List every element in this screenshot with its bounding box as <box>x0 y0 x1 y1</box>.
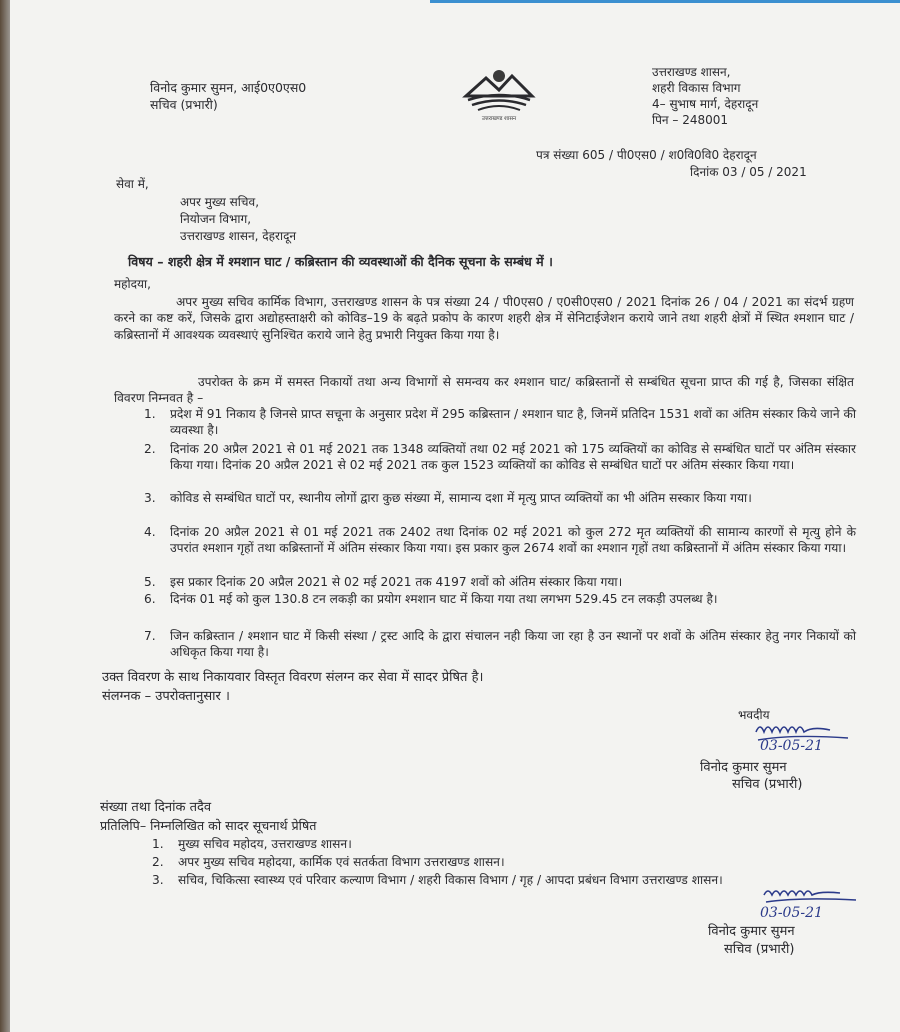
copy-item-3 <box>152 872 852 906</box>
letter-date: दिनांक 03 / 05 / 2021 <box>690 165 807 179</box>
office-line2: शहरी विकास विभाग <box>652 81 741 95</box>
addressee-line1: अपर मुख्य सचिव, <box>180 195 260 209</box>
point-number: 2. <box>144 442 156 456</box>
sender-name: विनोद कुमार सुमन, आई0ए0एस0 <box>150 80 307 95</box>
point-5 <box>144 574 856 592</box>
point-number: 4. <box>144 525 156 539</box>
copy-item-1 <box>152 836 852 854</box>
point-2 <box>144 441 856 491</box>
copy-item-number: 1. <box>152 837 164 851</box>
point-text: प्रदेश में 91 निकाय है जिनसे प्राप्त सचूना के अनुसार प्रदेश में 295 कब्रिस्तान / श्मशान घाट है, जिनमें प्रतिदिन 1531 शवों का अंतिम संस्कार किये जाने की व्यवस्था है। <box>170 407 856 438</box>
point-7 <box>144 628 856 662</box>
point-number: 1. <box>144 407 156 421</box>
signature-1-date: 03-05-21 <box>760 738 823 754</box>
letter-number: पत्र संख्या 605 / पी0एस0 / श0वि0वि0 देहरादून <box>536 148 757 162</box>
copy-heading: संख्या तथा दिनांक तदैव <box>100 800 212 815</box>
paragraph-2: उपरोक्त के क्रम में समस्त निकायों तथा अन्य विभागों से समन्वय कर श्मशान घाट/ कब्रिस्तानों से सम्बंधित सूचना प्राप्त की गई है, जिसका संक्षित विवरण निम्नवत है – <box>114 375 854 406</box>
office-line3: 4– सुभाष मार्ग, देहरादून <box>652 97 759 111</box>
closing-paragraph: उक्त विवरण के साथ निकायवार विस्तृत विवरण संलग्न कर सेवा में सादर प्रेषित है। <box>102 670 484 685</box>
copy-item-text: मुख्य सचिव महोदय, उत्तराखण्ड शासन। <box>178 837 352 851</box>
government-emblem-logo <box>458 64 540 122</box>
point-1 <box>144 406 856 440</box>
signatory-2-designation: सचिव (प्रभारी) <box>724 942 795 957</box>
valediction: भवदीय <box>738 708 770 722</box>
signatory-2-name: विनोद कुमार सुमन <box>708 924 795 939</box>
copy-item-text: अपर मुख्य सचिव महोदया, कार्मिक एवं सतर्कता विभाग उत्तराखण्ड शासन। <box>178 855 505 869</box>
point-number: 3. <box>144 491 156 505</box>
point-text: इस प्रकार दिनांक 20 अप्रैल 2021 से 02 मई 2021 तक 4197 शवों को अंतिम संस्कार किया गया। <box>170 575 623 589</box>
enclosure-line: संलग्नक – उपरोक्तानुसार । <box>102 689 230 704</box>
point-text: दिनांक 20 अप्रैल 2021 से 01 मई 2021 तक 1348 व्यक्तियों तथा 02 मई 2021 को 175 व्यक्तियों का कोविड से सम्बंधित घाटों पर अंतिम संस्कार किया गया। दिनांक 20 अप्रैल 2021 से 02 मई 2021 तक कुल 1523 व्यक्तियों का कोविड से सम्बंधित घाटों पर अंतिम संस्कार किया गया। <box>170 442 856 473</box>
signatory-name: विनोद कुमार सुमन <box>700 760 787 775</box>
addressee-line2: नियोजन विभाग, <box>180 212 252 226</box>
signatory-designation: सचिव (प्रभारी) <box>732 777 803 792</box>
page-edge-shadow <box>0 0 10 1032</box>
sender-designation: सचिव (प्रभारी) <box>150 97 218 112</box>
copy-item-number: 3. <box>152 873 164 887</box>
point-text: जिन कब्रिस्तान / श्मशान घाट में किसी संस्था / ट्रस्ट आदि के द्वारा संचालन नही किया जा रहा है उन स्थानों पर शवों के अंतिम संस्कार हेतु नगर निकायों को अधिकृत किया गया है। <box>170 629 856 660</box>
point-3 <box>144 490 856 524</box>
logo-caption: उत्तराखण्ड शासन <box>481 116 517 122</box>
point-text: दिनंक 01 मई को कुल 130.8 टन लकड़ी का प्रयोग श्मशान घाट में किया गया तथा लगभग 529.45 टन लकड़ी उपलब्ध है। <box>170 592 718 606</box>
office-pin: पिन – 248001 <box>652 113 729 127</box>
copy-item-text: सचिव, चिकित्सा स्वास्थ्य एवं परिवार कल्याण विभाग / शहरी विकास विभाग / गृह / आपदा प्रबंधन विभाग उत्तराखण्ड शासन। <box>178 873 723 887</box>
point-number: 7. <box>144 629 156 643</box>
point-6 <box>144 591 856 625</box>
point-4 <box>144 524 856 574</box>
signature-2-date: 03-05-21 <box>760 905 823 921</box>
copy-intro: प्रतिलिपि– निम्नलिखित को सादर सूचनार्थ प्रेषित <box>100 818 317 833</box>
greeting: महोदया, <box>114 277 151 291</box>
copy-item-2 <box>152 854 852 872</box>
paragraph-1: अपर मुख्य सचिव कार्मिक विभाग, उत्तराखण्ड शासन के पत्र संख्या 24 / पी0एस0 / ए0सी0एस0 / 2021 दिनांक 26 / 04 / 2021 का संदर्भ ग्रहण करने का कष्ट करें, जिसके द्वारा अद्योहस्ताक्षरी को कोविड–19 के बढ़ते प्रकोप के कारण शहरी क्षेत्र में सेनिटाईजेशन कराये जाने तथा शहरी क्षेत्रों में स्थित श्मशान घाट / कब्रिस्तानों में आवश्यक व्यवस्थाएं सुनिश्चित कराये जाने हेतु प्रभारी नियुक्त किया गया है। <box>114 295 854 342</box>
point-text: कोविड से सम्बंधित घाटों पर, स्थानीय लोगों द्वारा कुछ संख्या में, सामान्य दशा में मृत्यु प्राप्त व्यक्तियों का भी अंतिम सस्कार किया गया। <box>170 491 752 505</box>
copy-item-number: 2. <box>152 855 164 869</box>
subject-line: विषय – शहरी क्षेत्र में श्मशान घाट / कब्रिस्तान की व्यवस्थाओं की दैनिक सूचना के सम्बंध में । <box>128 254 553 269</box>
emblem-icon <box>458 64 540 122</box>
point-text: दिनांक 20 अप्रैल 2021 से 01 मई 2021 तक 2402 तथा दिनांक 02 मई 2021 को कुल 272 मृत व्यक्तियों की सामान्य कारणों से मृत्यु होने के उपरांत श्मशान गृहों तथा कब्रिस्तानों में अंतिम संस्कार किया गया। इस प्रकार कुल 2674 शवों का श्मशान गृहों तथा कब्रिस्तानों में अंतिम संस्कार किया गया। <box>170 525 856 556</box>
letter-page <box>10 0 900 1032</box>
point-number: 5. <box>144 575 156 589</box>
top-edge-line <box>430 0 900 3</box>
point-number: 6. <box>144 592 156 606</box>
addressee-line3: उत्तराखण्ड शासन, देहरादून <box>180 229 297 243</box>
addressee-salutation: सेवा में, <box>116 177 149 191</box>
office-line1: उत्तराखण्ड शासन, <box>652 65 731 79</box>
